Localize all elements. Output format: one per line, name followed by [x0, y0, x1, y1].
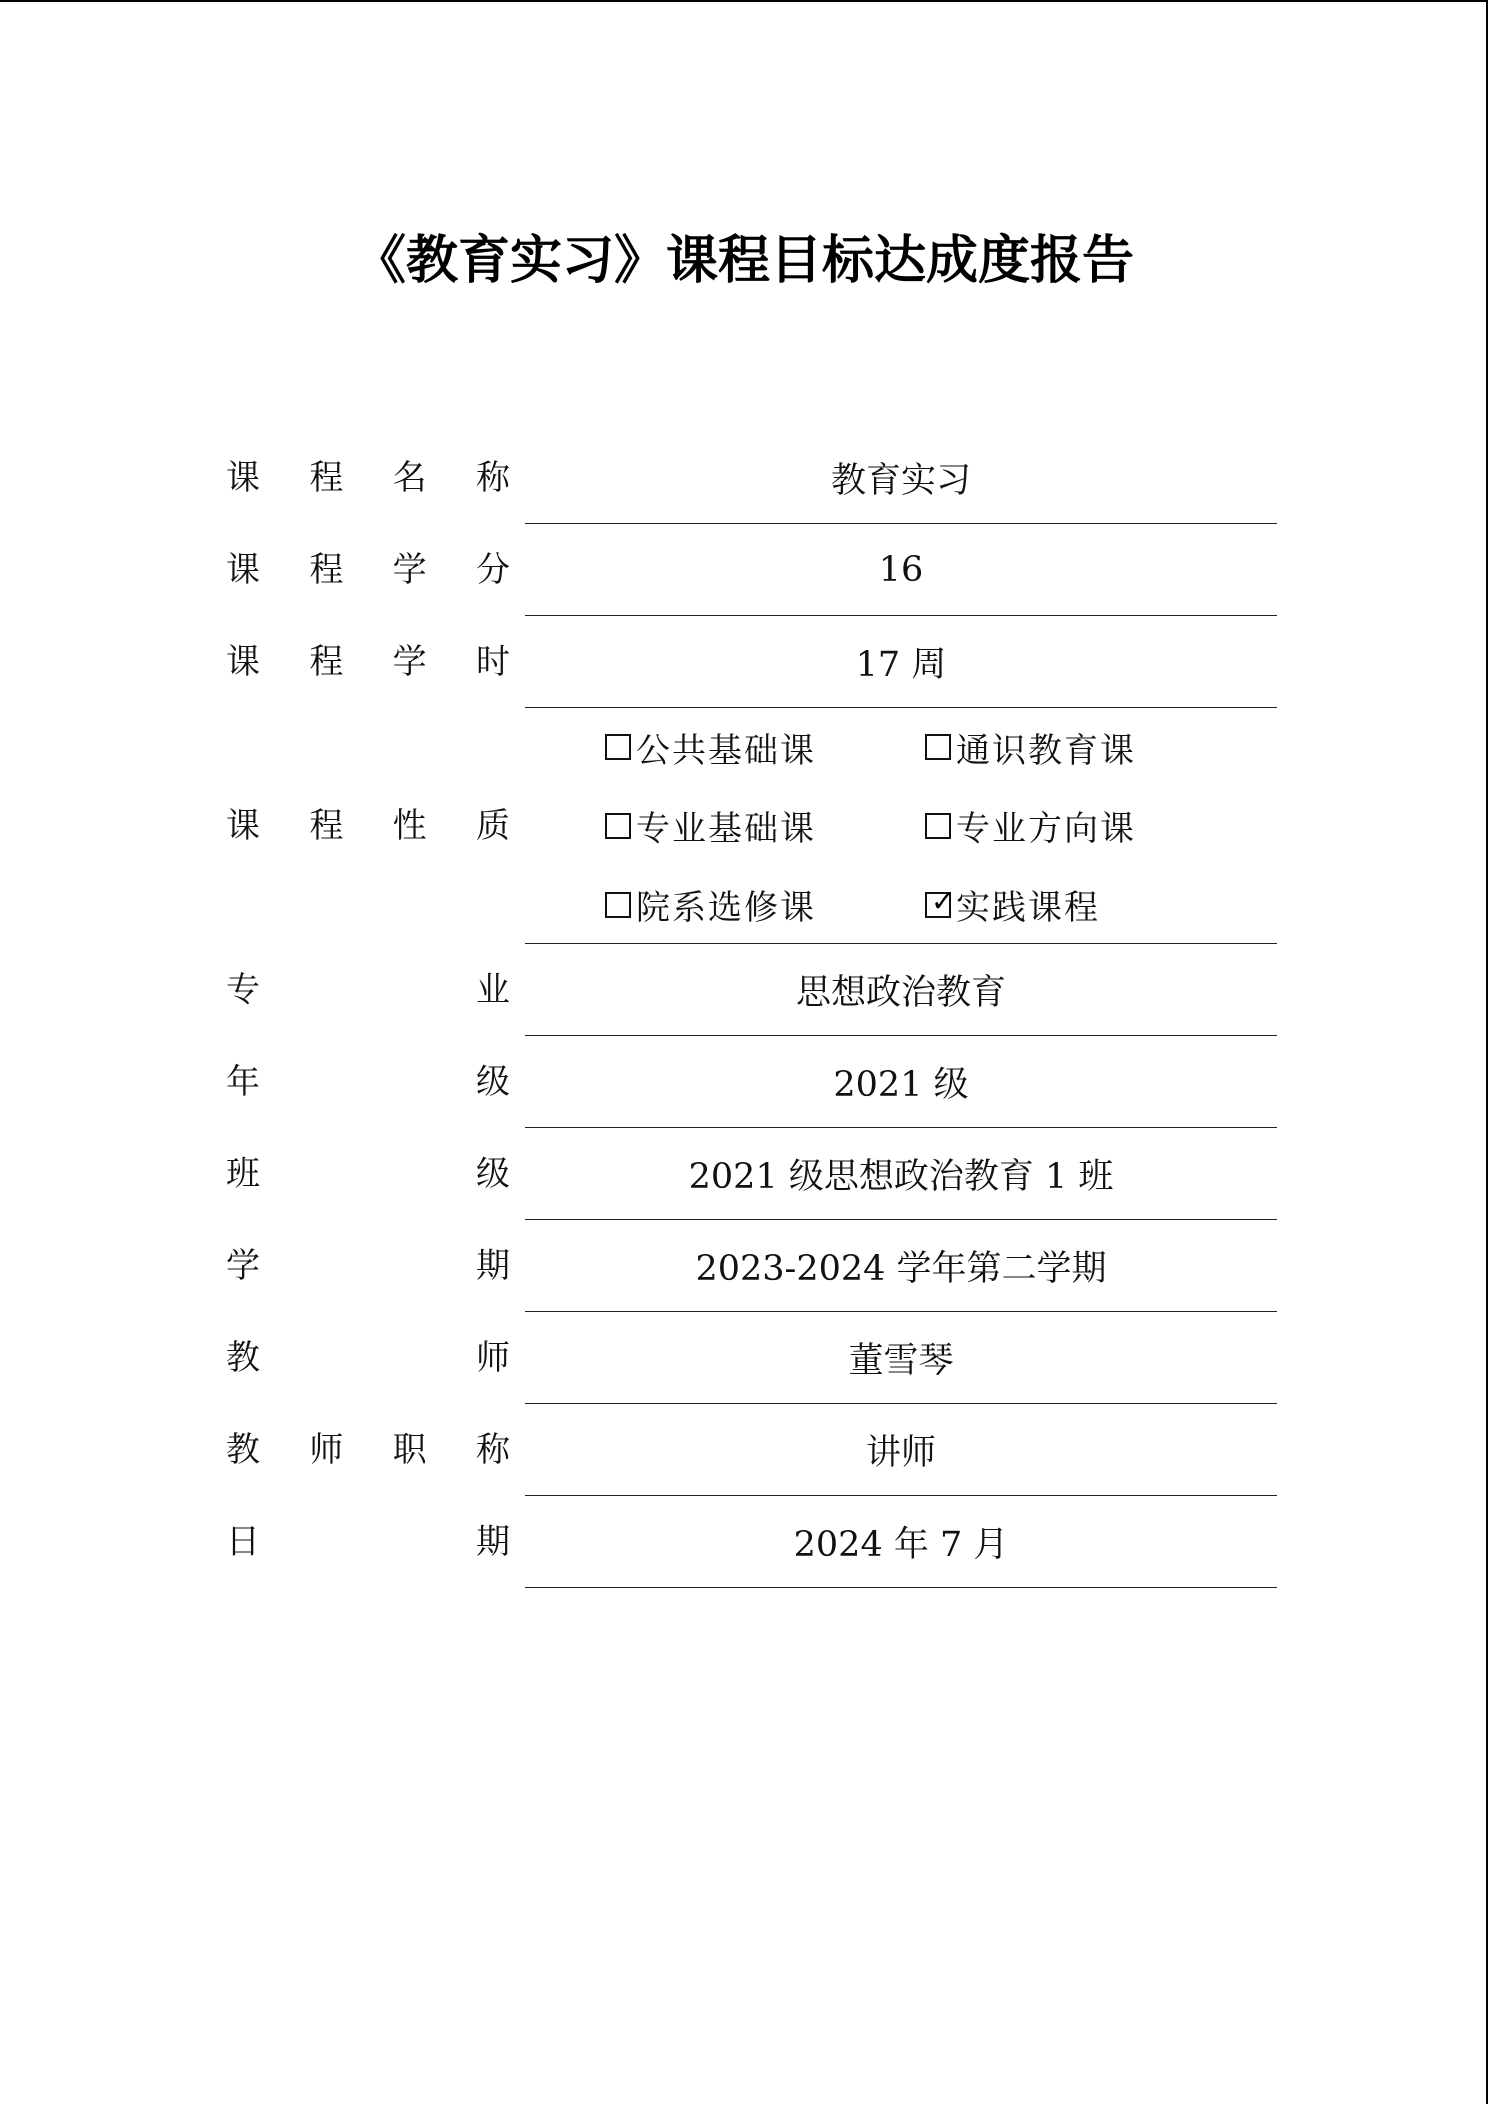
row-semester [0, 1220, 1488, 1312]
label-char: 学 [226, 1246, 260, 1286]
option-label: 专业方向课 [956, 809, 1136, 850]
label-char: 课 [226, 458, 260, 498]
checkbox-unchecked-icon[interactable] [925, 813, 951, 839]
label-char: 时 [475, 642, 510, 682]
label-course-name [226, 432, 510, 524]
label-char: 称 [475, 1430, 510, 1470]
label-char: 教 [226, 1430, 260, 1470]
row-class [0, 1128, 1488, 1220]
label-char: 程 [309, 458, 344, 498]
label-teacher [226, 1312, 510, 1404]
row-major [0, 944, 1488, 1036]
label-teacher-title [226, 1404, 510, 1496]
page-top-border [0, 0, 1488, 2]
label-char: 学 [392, 642, 427, 682]
label-credits [226, 524, 510, 616]
label-char: 课 [226, 642, 260, 682]
label-char: 级 [476, 1154, 510, 1194]
label-char: 教 [226, 1338, 260, 1378]
label-course-nature [226, 708, 510, 944]
row-credits [0, 524, 1488, 616]
label-char: 程 [309, 642, 344, 682]
value-teacher: 董雪琴 [848, 1341, 954, 1381]
value-date: 2024 年 7 月 [793, 1525, 1009, 1565]
report-title: 《教育实习》课程目标达成度报告 [353, 231, 1134, 291]
value-major: 思想政治教育 [795, 973, 1006, 1013]
option-general-education[interactable] [925, 723, 1245, 772]
label-char: 专 [226, 970, 260, 1010]
checkbox-unchecked-icon[interactable] [605, 734, 631, 760]
label-hours [226, 616, 510, 708]
option-label: 院系选修课 [636, 888, 816, 929]
checkbox-unchecked-icon[interactable] [925, 734, 951, 760]
label-char: 性 [392, 806, 427, 846]
label-char: 程 [309, 550, 344, 590]
label-char: 期 [476, 1246, 510, 1286]
checkbox-unchecked-icon[interactable] [605, 813, 631, 839]
label-char: 称 [475, 458, 510, 498]
value-course-name: 教育实习 [830, 461, 971, 501]
label-char: 名 [392, 458, 427, 498]
label-char: 师 [476, 1338, 510, 1378]
value-class: 2021 级思想政治教育 1 班 [688, 1157, 1114, 1197]
value-teacher-title: 讲师 [865, 1433, 936, 1473]
label-char: 课 [226, 806, 260, 846]
label-major [226, 944, 510, 1036]
option-public-basic[interactable] [605, 723, 925, 772]
option-label: 通识教育课 [956, 730, 1136, 771]
value-grade: 2021 级 [833, 1065, 969, 1105]
row-grade [0, 1036, 1488, 1128]
label-char: 期 [476, 1522, 510, 1562]
row-course-nature [0, 708, 1488, 944]
label-char: 学 [392, 550, 427, 590]
option-practice-course[interactable] [925, 880, 1245, 929]
checkbox-unchecked-icon[interactable] [605, 892, 631, 918]
label-char: 质 [475, 806, 510, 846]
option-major-basic[interactable] [605, 801, 925, 850]
row-teacher-title [0, 1404, 1488, 1496]
label-char: 程 [309, 806, 344, 846]
label-char: 课 [226, 550, 260, 590]
label-char: 师 [309, 1430, 344, 1470]
row-date [0, 1496, 1488, 1588]
option-label: 公共基础课 [636, 730, 816, 771]
label-char: 年 [226, 1062, 260, 1102]
option-department-elective[interactable] [605, 880, 925, 929]
option-label: 实践课程 [956, 888, 1100, 929]
course-nature-options [605, 708, 1245, 944]
row-hours [0, 616, 1488, 708]
label-char: 业 [476, 970, 510, 1010]
label-date [226, 1496, 510, 1588]
label-grade [226, 1036, 510, 1128]
label-char: 班 [226, 1154, 260, 1194]
label-char: 职 [392, 1430, 427, 1470]
label-char: 日 [226, 1522, 260, 1562]
label-semester [226, 1220, 510, 1312]
row-course-name [0, 432, 1488, 524]
field-underline [525, 1587, 1277, 1588]
label-char: 分 [475, 550, 510, 590]
value-hours: 17 周 [855, 645, 947, 685]
row-teacher [0, 1312, 1488, 1404]
option-label: 专业基础课 [636, 809, 816, 850]
checkbox-checked-icon[interactable]: ✓ [925, 892, 951, 918]
option-major-direction[interactable] [925, 801, 1245, 850]
label-class [226, 1128, 510, 1220]
value-semester: 2023-2024 学年第二学期 [695, 1249, 1107, 1289]
label-char: 级 [476, 1062, 510, 1102]
value-credits: 16 [878, 550, 924, 590]
